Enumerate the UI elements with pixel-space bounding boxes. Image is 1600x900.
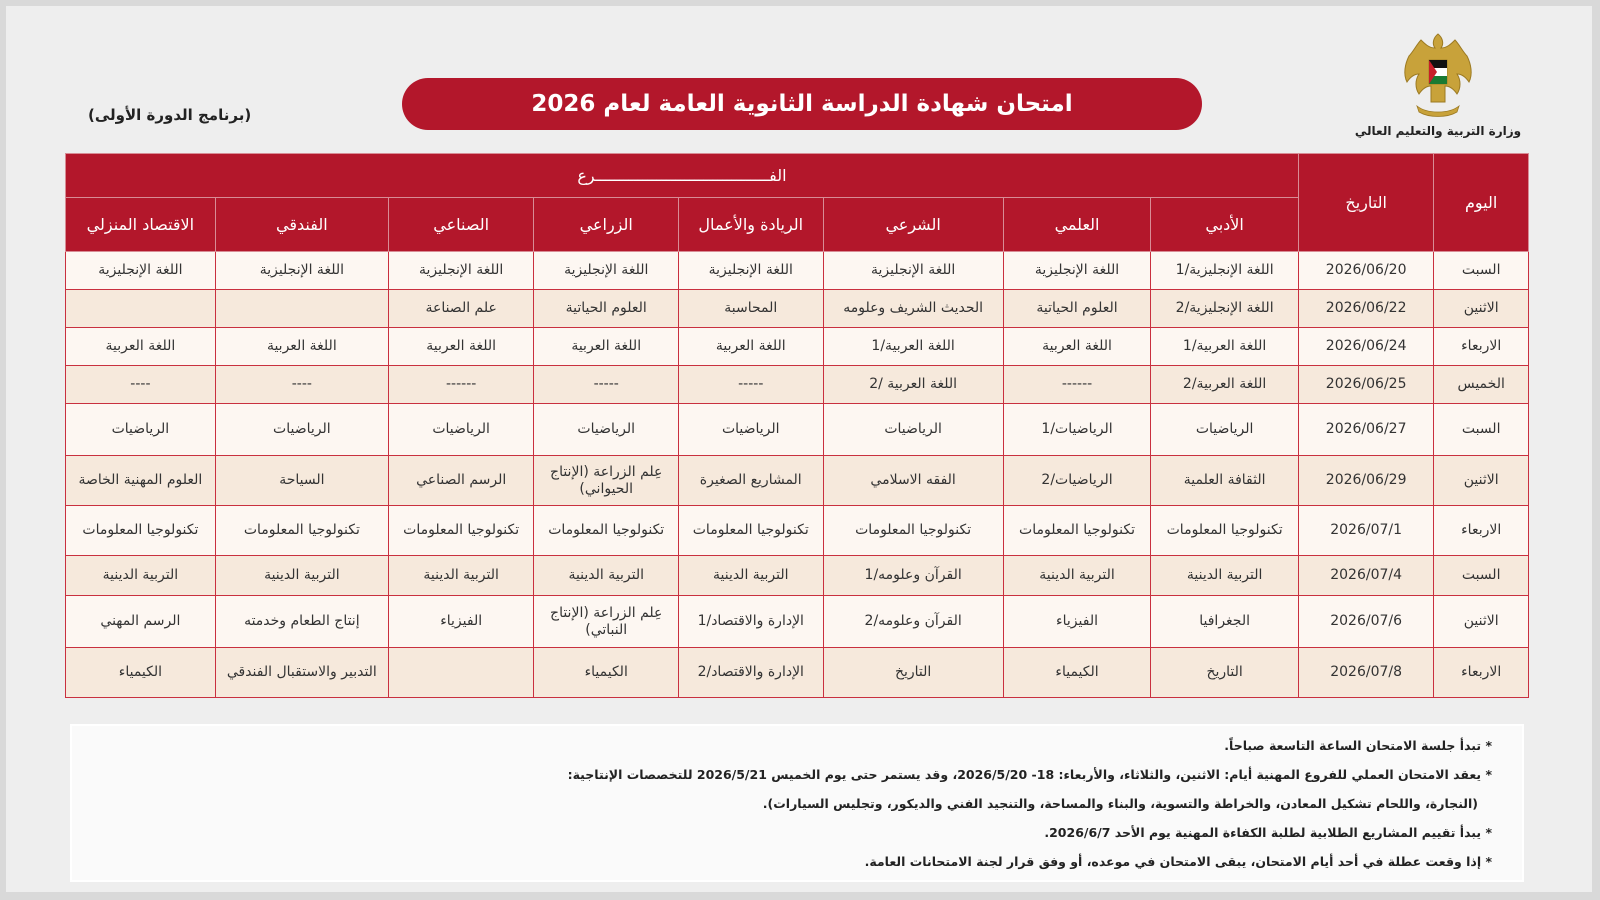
subject-cell: اللغة الإنجليزية/1 bbox=[1151, 252, 1299, 290]
header-date: التاريخ bbox=[1298, 154, 1433, 252]
day-cell: السبت bbox=[1434, 556, 1529, 596]
subject-cell: الرياضيات bbox=[678, 404, 823, 456]
subject-cell: السياحة bbox=[215, 456, 388, 506]
note-project-evaluation: * يبدأ تقييم المشاريع الطلابية لطلبة الكفاءة المهنية يوم الأحد 2026/6/7. bbox=[1044, 825, 1492, 840]
subject-cell: الكيمياء bbox=[1003, 648, 1151, 698]
subject-cell: تكنولوجيا المعلومات bbox=[678, 506, 823, 556]
exam-schedule-table bbox=[65, 153, 1529, 698]
day-cell: الاربعاء bbox=[1434, 506, 1529, 556]
subject-cell: الحديث الشريف وعلومه bbox=[823, 290, 1003, 328]
header-branch: الاقتصاد المنزلي bbox=[66, 198, 216, 252]
page-title: امتحان شهادة الدراسة الثانوية العامة لعام 2026 bbox=[402, 78, 1202, 130]
subject-cell: اللغة الإنجليزية bbox=[678, 252, 823, 290]
ministry-name: وزارة التربية والتعليم العالي bbox=[1354, 124, 1522, 138]
header-day: اليوم bbox=[1434, 154, 1529, 252]
subject-cell: التربية الدينية bbox=[66, 556, 216, 596]
subject-cell: اللغة العربية bbox=[1003, 328, 1151, 366]
header-branch: الشرعي bbox=[823, 198, 1003, 252]
subject-cell: ------ bbox=[388, 366, 534, 404]
subject-cell: اللغة العربية bbox=[215, 328, 388, 366]
table-row bbox=[66, 456, 1529, 506]
table-row bbox=[66, 366, 1529, 404]
subject-cell: التاريخ bbox=[1151, 648, 1299, 698]
subject-cell: القرآن وعلومه/1 bbox=[823, 556, 1003, 596]
subject-cell: اللغة الإنجليزية bbox=[1003, 252, 1151, 290]
subject-cell: العلوم الحياتية bbox=[534, 290, 679, 328]
subject-cell: إنتاج الطعام وخدمته bbox=[215, 596, 388, 648]
subject-cell: الجغرافيا bbox=[1151, 596, 1299, 648]
subject-cell: اللغة الإنجليزية/2 bbox=[1151, 290, 1299, 328]
subject-cell: اللغة العربية/1 bbox=[823, 328, 1003, 366]
subject-cell: الرياضيات bbox=[823, 404, 1003, 456]
subject-cell: تكنولوجيا المعلومات bbox=[823, 506, 1003, 556]
subject-cell: ----- bbox=[534, 366, 679, 404]
subject-cell: عِلم الزراعة (الإنتاج الحيواني) bbox=[534, 456, 679, 506]
subject-cell: التربية الدينية bbox=[215, 556, 388, 596]
day-cell: الاربعاء bbox=[1434, 648, 1529, 698]
subject-cell: الرياضيات bbox=[66, 404, 216, 456]
subject-cell: الكيمياء bbox=[534, 648, 679, 698]
header-branch-group: الفـــــــــــــــــــــــــــــــــــــرع bbox=[66, 154, 1299, 198]
subject-cell: الرياضيات bbox=[1151, 404, 1299, 456]
subject-cell: الرسم الصناعي bbox=[388, 456, 534, 506]
subject-cell: تكنولوجيا المعلومات bbox=[534, 506, 679, 556]
table-row bbox=[66, 556, 1529, 596]
subject-cell: تكنولوجيا المعلومات bbox=[66, 506, 216, 556]
subject-cell: اللغة العربية bbox=[534, 328, 679, 366]
eagle-emblem-icon bbox=[1399, 30, 1477, 122]
subject-cell: الرياضيات/1 bbox=[1003, 404, 1151, 456]
header-branch: الفندقي bbox=[215, 198, 388, 252]
table-row bbox=[66, 328, 1529, 366]
table-row bbox=[66, 648, 1529, 698]
header-branch: الزراعي bbox=[534, 198, 679, 252]
date-cell: 2026/06/25 bbox=[1298, 366, 1433, 404]
subject-cell bbox=[215, 290, 388, 328]
subject-cell: اللغة العربية bbox=[66, 328, 216, 366]
date-cell: 2026/06/22 bbox=[1298, 290, 1433, 328]
subject-cell: الفقه الاسلامي bbox=[823, 456, 1003, 506]
subject-cell: ---- bbox=[66, 366, 216, 404]
subject-cell: الفيزياء bbox=[388, 596, 534, 648]
ministry-logo bbox=[1348, 30, 1528, 145]
subject-cell: اللغة الإنجليزية bbox=[388, 252, 534, 290]
subject-cell: الرياضيات/2 bbox=[1003, 456, 1151, 506]
subject-cell: اللغة العربية/1 bbox=[1151, 328, 1299, 366]
subject-cell bbox=[66, 290, 216, 328]
day-cell: الخميس bbox=[1434, 366, 1529, 404]
subject-cell: علم الصناعة bbox=[388, 290, 534, 328]
subject-cell: اللغة العربية/2 bbox=[1151, 366, 1299, 404]
subject-cell bbox=[388, 648, 534, 698]
subject-cell: التربية الدينية bbox=[1151, 556, 1299, 596]
subject-cell: اللغة العربية bbox=[678, 328, 823, 366]
subject-cell: العلوم الحياتية bbox=[1003, 290, 1151, 328]
day-cell: السبت bbox=[1434, 252, 1529, 290]
date-cell: 2026/07/4 bbox=[1298, 556, 1433, 596]
subject-cell: اللغة الإنجليزية bbox=[215, 252, 388, 290]
subject-cell: القرآن وعلومه/2 bbox=[823, 596, 1003, 648]
subject-cell: ------ bbox=[1003, 366, 1151, 404]
note-practical-exam: * يعقد الامتحان العملي للفروع المهنية أيام: الاثنين، والثلاثاء، والأربعاء: 18- 2026/5/20، وقد يستمر حتى يوم الخميس 2026/5/21 للتخصصات الإنتاجية: bbox=[567, 767, 1492, 782]
header-branch: الأدبي bbox=[1151, 198, 1299, 252]
date-cell: 2026/06/20 bbox=[1298, 252, 1433, 290]
subject-cell: ---- bbox=[215, 366, 388, 404]
subject-cell: الكيمياء bbox=[66, 648, 216, 698]
subject-cell: الرياضيات bbox=[388, 404, 534, 456]
subject-cell: المحاسبة bbox=[678, 290, 823, 328]
day-cell: الاثنين bbox=[1434, 596, 1529, 648]
note-specializations: (النجارة، واللحام تشكيل المعادن، والخراطة والتسوية، والبناء والمساحة، والتنجيد الفني والديكور، وتجليس السيارات). bbox=[762, 796, 1478, 811]
subject-cell: الرياضيات bbox=[534, 404, 679, 456]
note-holiday-policy: * إذا وقعت عطلة في أحد أيام الامتحان، يبقى الامتحان في موعده، أو وفق قرار لجنة الامتحانات العامة. bbox=[864, 854, 1492, 869]
date-cell: 2026/07/6 bbox=[1298, 596, 1433, 648]
date-cell: 2026/07/1 bbox=[1298, 506, 1433, 556]
subject-cell: عِلم الزراعة (الإنتاج النباتي) bbox=[534, 596, 679, 648]
subject-cell: اللغة العربية bbox=[388, 328, 534, 366]
table-row bbox=[66, 596, 1529, 648]
day-cell: الاثنين bbox=[1434, 290, 1529, 328]
subject-cell: اللغة الإنجليزية bbox=[823, 252, 1003, 290]
subject-cell: التدبير والاستقبال الفندقي bbox=[215, 648, 388, 698]
day-cell: السبت bbox=[1434, 404, 1529, 456]
subject-cell: الفيزياء bbox=[1003, 596, 1151, 648]
date-cell: 2026/07/8 bbox=[1298, 648, 1433, 698]
session-label: (برنامج الدورة الأولى) bbox=[88, 106, 252, 124]
table-row bbox=[66, 290, 1529, 328]
subject-cell: ----- bbox=[678, 366, 823, 404]
header-branch: العلمي bbox=[1003, 198, 1151, 252]
subject-cell: الإدارة والاقتصاد/1 bbox=[678, 596, 823, 648]
subject-cell: تكنولوجيا المعلومات bbox=[388, 506, 534, 556]
subject-cell: اللغة الإنجليزية bbox=[66, 252, 216, 290]
subject-cell: المشاريع الصغيرة bbox=[678, 456, 823, 506]
subject-cell: تكنولوجيا المعلومات bbox=[1151, 506, 1299, 556]
date-cell: 2026/06/29 bbox=[1298, 456, 1433, 506]
note-start-time: * تبدأ جلسة الامتحان الساعة التاسعة صباحاً. bbox=[1224, 738, 1492, 753]
day-cell: الاربعاء bbox=[1434, 328, 1529, 366]
subject-cell: تكنولوجيا المعلومات bbox=[1003, 506, 1151, 556]
subject-cell: الإدارة والاقتصاد/2 bbox=[678, 648, 823, 698]
subject-cell: تكنولوجيا المعلومات bbox=[215, 506, 388, 556]
subject-cell: التربية الدينية bbox=[388, 556, 534, 596]
subject-cell: التاريخ bbox=[823, 648, 1003, 698]
table-row bbox=[66, 506, 1529, 556]
subject-cell: التربية الدينية bbox=[678, 556, 823, 596]
subject-cell: اللغة العربية /2 bbox=[823, 366, 1003, 404]
notes-box bbox=[70, 724, 1524, 882]
header-branch: الصناعي bbox=[388, 198, 534, 252]
subject-cell: العلوم المهنية الخاصة bbox=[66, 456, 216, 506]
header-branch: الريادة والأعمال bbox=[678, 198, 823, 252]
subject-cell: الرياضيات bbox=[215, 404, 388, 456]
subject-cell: التربية الدينية bbox=[1003, 556, 1151, 596]
subject-cell: اللغة الإنجليزية bbox=[534, 252, 679, 290]
subject-cell: التربية الدينية bbox=[534, 556, 679, 596]
subject-cell: الرسم المهني bbox=[66, 596, 216, 648]
date-cell: 2026/06/24 bbox=[1298, 328, 1433, 366]
page bbox=[6, 6, 1592, 892]
subject-cell: الثقافة العلمية bbox=[1151, 456, 1299, 506]
date-cell: 2026/06/27 bbox=[1298, 404, 1433, 456]
table-row bbox=[66, 252, 1529, 290]
table-row bbox=[66, 404, 1529, 456]
day-cell: الاثنين bbox=[1434, 456, 1529, 506]
